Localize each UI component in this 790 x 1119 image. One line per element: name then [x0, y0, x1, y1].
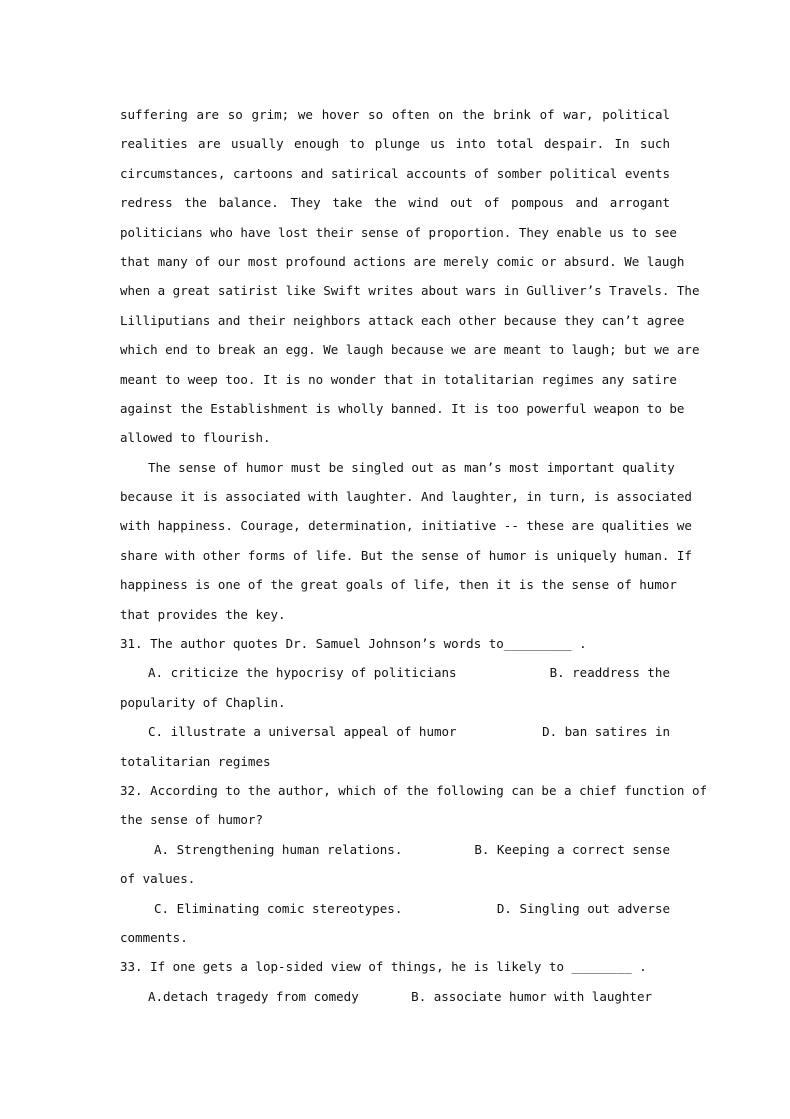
question-stem: 33. If one gets a lop-sided view of things, he is likely to ________ . [120, 959, 647, 975]
paragraph-sense-of-humor [120, 453, 692, 629]
option-a: A. Strengthening human relations. [154, 841, 403, 857]
option-continuation: totalitarian regimes [120, 753, 271, 769]
text-line: circumstances, cartoons and satirical accounts of somber political events [120, 165, 670, 181]
text-line: when a great satirist like Swift writes about wars in Gulliver’s Travels. The [120, 283, 700, 299]
option-a: A.detach tragedy from comedy [148, 988, 359, 1004]
question-stem: 31. The author quotes Dr. Samuel Johnson’s words to_________ . [120, 636, 587, 652]
text-line: Lilliputians and their neighbors attack each other because they can’t agree [120, 312, 685, 328]
document-page [120, 100, 707, 1011]
question-31 [120, 629, 670, 776]
text-line: suffering are so grim; we hover so often on the brink of war, political [120, 107, 670, 122]
text-line: that many of our most profound actions are merely comic or absurd. We laugh [120, 253, 685, 269]
option-row [120, 982, 670, 1011]
option-row [120, 894, 670, 923]
option-c: C. Eliminating comic stereotypes. [154, 900, 403, 916]
text-line: allowed to flourish. [120, 430, 271, 446]
option-row [120, 717, 670, 746]
question-33 [120, 952, 670, 1011]
text-line: share with other forms of life. But the sense of humor is uniquely human. If [120, 547, 692, 563]
option-b: B. associate humor with laughter [411, 988, 652, 1004]
option-b: B. readdress the [549, 665, 670, 681]
paragraph-satire [120, 100, 700, 453]
text-line: meant to weep too. It is no wonder that in totalitarian regimes any satire [120, 371, 677, 387]
option-continuation: popularity of Chaplin. [120, 694, 286, 710]
option-d: D. ban satires in [542, 724, 670, 740]
text-line: against the Establishment is wholly banned. It is too powerful weapon to be [120, 400, 685, 416]
text-line: because it is associated with laughter. And laughter, in turn, is associated [120, 489, 692, 505]
text-line: redress the balance. They take the wind out of pompous and arrogant [120, 195, 670, 211]
text-line: politicians who have lost their sense of proportion. They enable us to see [120, 224, 677, 240]
text-line: with happiness. Courage, determination, initiative -- these are qualities we [120, 518, 692, 534]
option-row [120, 658, 670, 687]
question-32 [120, 776, 707, 952]
question-stem: the sense of humor? [120, 812, 263, 828]
text-line: that provides the key. [120, 606, 286, 622]
option-row [120, 835, 670, 864]
option-c: C. illustrate a universal appeal of humor [148, 724, 457, 740]
option-a: A. criticize the hypocrisy of politicians [148, 665, 457, 681]
text-line: which end to break an egg. We laugh because we are meant to laugh; but we are [120, 342, 700, 358]
option-b: B. Keeping a correct sense [474, 841, 670, 857]
text-line: happiness is one of the great goals of life, then it is the sense of humor [120, 577, 677, 593]
option-d: D. Singling out adverse [496, 900, 670, 916]
text-line: The sense of humor must be singled out as man’s most important quality [148, 459, 675, 475]
option-continuation: comments. [120, 929, 188, 945]
question-stem: 32. According to the author, which of the following can be a chief function of [120, 782, 707, 798]
option-continuation: of values. [120, 871, 196, 887]
text-line: realities are usually enough to plunge us into total despair. In such [120, 136, 670, 152]
